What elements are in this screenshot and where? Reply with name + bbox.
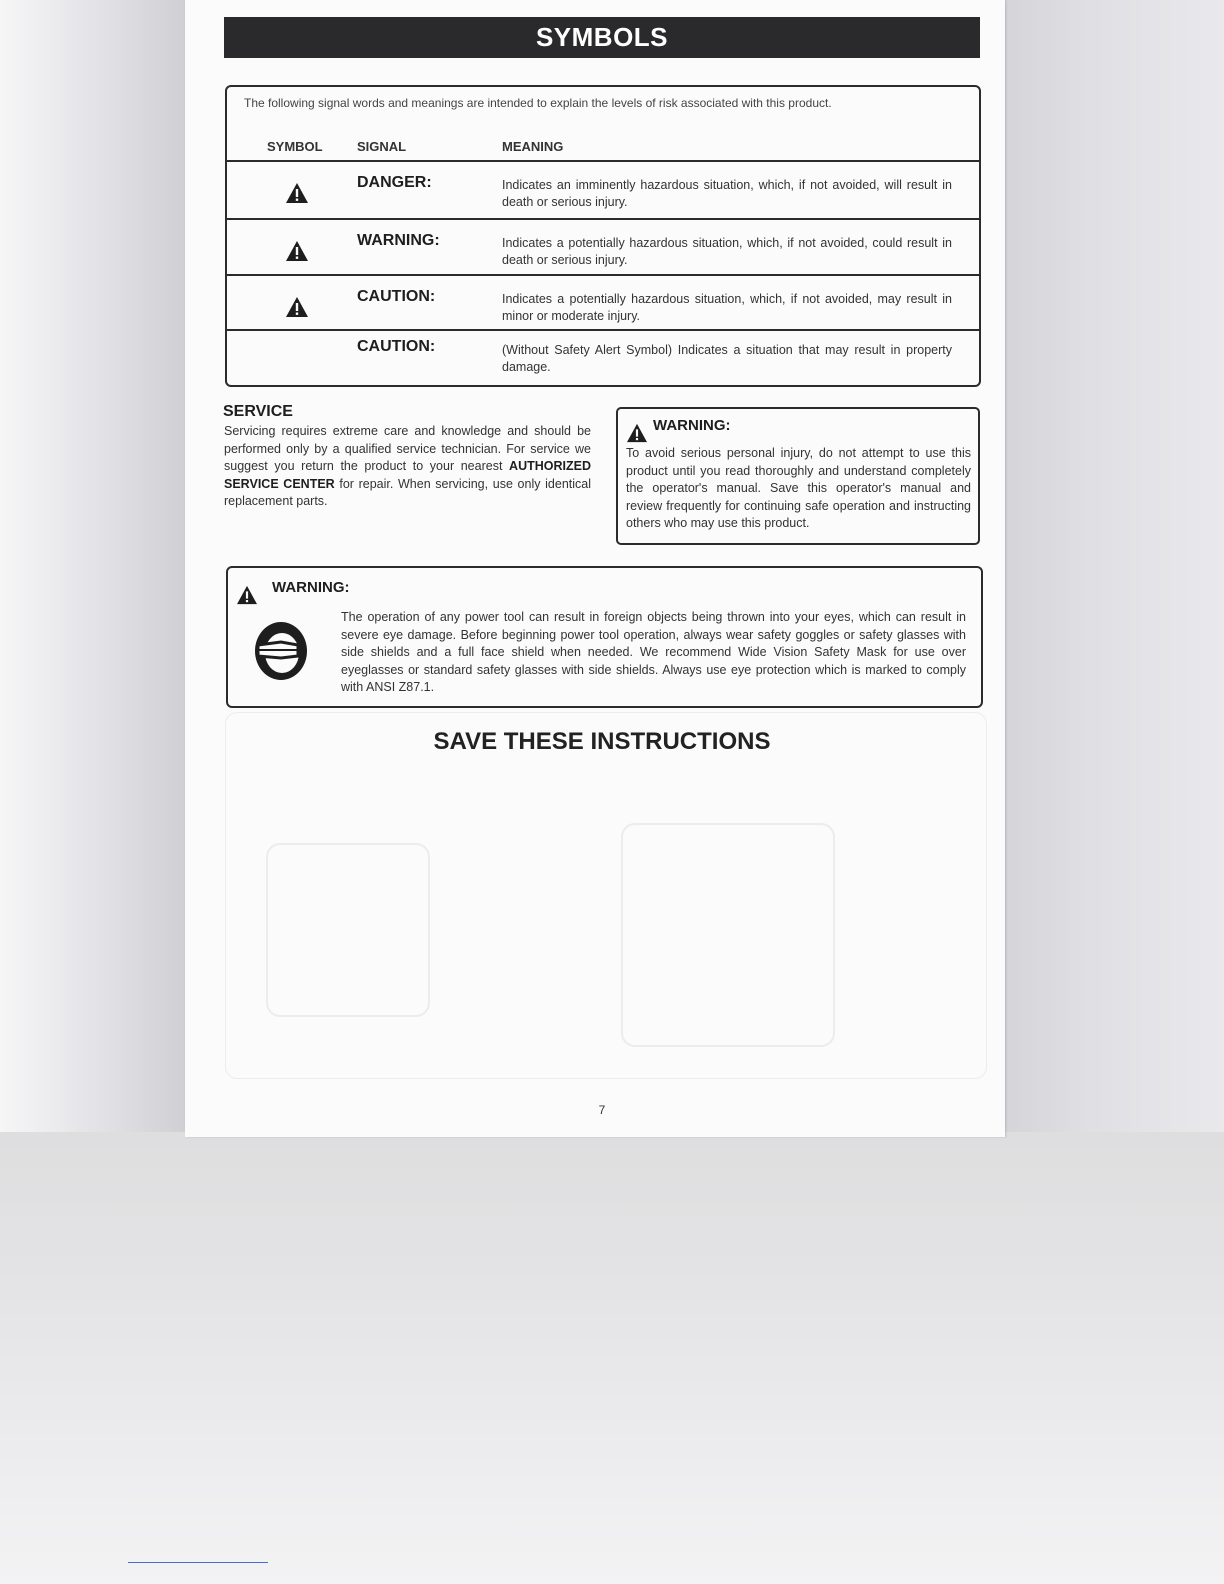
service-text-after: for repair. When servicing, use only identical replacement parts. (224, 476, 591, 508)
signal-label: WARNING: (357, 232, 440, 249)
alert-triangle-icon (285, 296, 309, 318)
background-right (1005, 0, 1224, 1140)
alert-triangle-icon (626, 423, 648, 443)
bottom-underline (128, 1562, 268, 1563)
signal-label: CAUTION: (357, 338, 436, 355)
warning-title: WARNING: (653, 417, 731, 434)
table-row-caution (227, 274, 979, 329)
header-signal: SIGNAL (357, 139, 407, 154)
signal-meaning: Indicates an imminently hazardous situation, which, if not avoided, will result in death or serious injury. (502, 178, 952, 209)
safety-goggles-icon (251, 618, 311, 684)
alert-triangle-icon (236, 585, 258, 605)
header-symbol: SYMBOL (267, 139, 323, 154)
warning-text: The operation of any power tool can result in foreign objects being thrown into your eyes, which can result in severe eye damage. Before beginning power tool operation, always wear safety goggles or safety glasses with side shields and a full face shield when needed. We recommend Wide Vision Safety Mask for use over eyeglasses or standard safety glasses with side shields. Always use eye protection which is marked to comply with ANSI Z87.1. (341, 610, 966, 694)
symbols-banner: SYMBOLS (224, 17, 980, 58)
table-row-caution-property (227, 329, 979, 385)
warning-manual-box (616, 407, 980, 545)
service-text (224, 423, 591, 511)
authorized-service-center: AUTHORIZED SERVICE CENTER (224, 459, 591, 491)
bleed-shape-right (621, 823, 835, 1047)
bleed-shape-left (266, 843, 430, 1017)
signal-meaning: (Without Safety Alert Symbol) Indicates a situation that may result in property damage. (502, 343, 952, 374)
signal-label: CAUTION: (357, 288, 436, 305)
save-instructions-heading: SAVE THESE INSTRUCTIONS (433, 728, 771, 755)
symbols-intro: The following signal words and meanings are intended to explain the levels of risk associated with this product. (244, 96, 832, 110)
signal-meaning: Indicates a potentially hazardous situation, which, if not avoided, could result in death or serious injury. (502, 236, 952, 267)
background-bottom (0, 1132, 1224, 1584)
warning-title: WARNING: (272, 579, 350, 596)
alert-triangle-icon (285, 182, 309, 204)
signal-meaning: Indicates a potentially hazardous situation, which, if not avoided, may result in minor or moderate injury. (502, 292, 952, 323)
alert-triangle-icon (285, 240, 309, 262)
warning-eyes-box (226, 566, 983, 708)
background-left (0, 0, 185, 1132)
bleed-through-drawing (225, 712, 987, 1079)
symbols-table (225, 85, 981, 387)
page-number: 7 (598, 1103, 606, 1117)
signal-label: DANGER: (357, 174, 432, 191)
header-meaning: MEANING (502, 139, 564, 154)
table-row-danger (227, 160, 979, 218)
warning-text: To avoid serious personal injury, do not attempt to use this product until you read thoroughly and understand completely the operator's manual. Save this operator's manual and review frequently for continuing safe operation and instructing others who may use this product. (626, 446, 971, 530)
service-title: SERVICE (223, 403, 293, 420)
table-row-warning (227, 218, 979, 274)
service-text-before: Servicing requires extreme care and knowledge and should be performed only by a qualified service technician. For service we suggest you return the product to your nearest (224, 424, 591, 473)
